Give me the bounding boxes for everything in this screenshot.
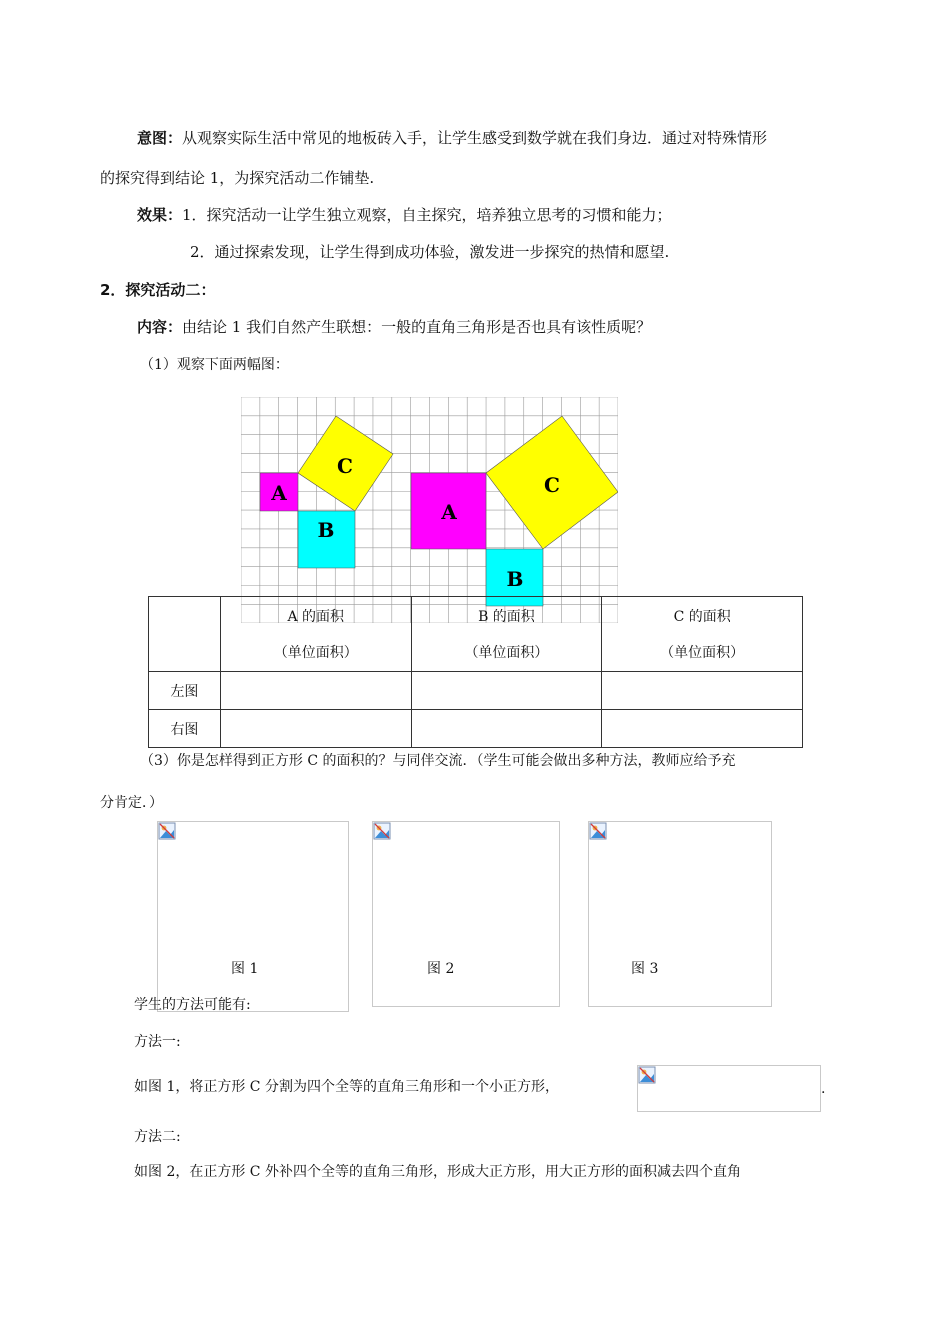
table-row <box>149 672 803 710</box>
label-a-right: A <box>441 500 457 524</box>
input-cell[interactable] <box>220 672 411 710</box>
broken-image-icon <box>589 822 607 840</box>
table-corner-cell <box>149 597 221 672</box>
method-1-formula-image <box>637 1065 821 1112</box>
step3-line-1: （3）你是怎样得到正方形 C 的面积的？与同伴交流．（学生可能会做出多种方法，教师应给予充 <box>140 753 736 769</box>
label-a-left: A <box>271 481 287 505</box>
effect-item-2: 2．通过探索发现，让学生得到成功体验，激发进一步探究的热情和愿望. <box>190 243 670 261</box>
effect-item-1: 1．探究活动一让学生独立观察，自主探究，培养独立思考的习惯和能力； <box>182 206 672 224</box>
input-cell[interactable] <box>602 672 803 710</box>
step3-line-2: 分肯定．） <box>100 795 163 811</box>
effect-label: 效果： <box>137 206 183 224</box>
header-b-title: B 的面积 <box>478 609 535 625</box>
header-a-cell <box>220 597 411 672</box>
input-cell[interactable] <box>411 710 602 748</box>
table-header-row <box>149 597 803 672</box>
label-c-left: C <box>337 454 353 478</box>
label-b-right: B <box>506 567 524 591</box>
method-1-title: 方法一: <box>134 1034 181 1050</box>
intent-paragraph <box>137 128 767 148</box>
content-label: 内容： <box>137 318 183 336</box>
content-paragraph <box>137 317 651 337</box>
step1-text: （1）观察下面两幅图： <box>140 357 289 373</box>
area-table <box>148 596 803 748</box>
header-a-unit: （单位面积） <box>273 645 358 661</box>
label-c-right: C <box>544 473 560 497</box>
content-text: 由结论 1 我们自然产生联想：一般的直角三角形是否也具有该性质呢？ <box>182 318 652 336</box>
figure-2-caption: 图 2 <box>427 961 455 977</box>
figure-3-caption: 图 3 <box>631 961 659 977</box>
method-2-text: 如图 2，在正方形 C 外补四个全等的直角三角形，形成大正方形，用大正方形的面积减去四个直角 <box>134 1164 741 1180</box>
header-b-cell <box>411 597 602 672</box>
input-cell[interactable] <box>411 672 602 710</box>
input-cell[interactable] <box>602 710 803 748</box>
header-c-title: C 的面积 <box>673 609 731 625</box>
method-1-text: 如图 1，将正方形 C 分割为四个全等的直角三角形和一个小正方形， <box>134 1079 559 1095</box>
figure-1-image <box>157 821 349 1012</box>
row-label-right: 右图 <box>149 710 221 748</box>
table-row <box>149 710 803 748</box>
pythagoras-grid-figure <box>241 397 618 623</box>
methods-intro: 学生的方法可能有: <box>134 997 251 1013</box>
figure-2-image <box>372 821 560 1007</box>
label-b-left: B <box>317 518 335 542</box>
row-label-left: 左图 <box>149 672 221 710</box>
input-cell[interactable] <box>220 710 411 748</box>
header-c-cell <box>602 597 803 672</box>
figure-1-caption: 图 1 <box>231 961 259 977</box>
figure-3-image <box>588 821 772 1007</box>
intent-text-2: 的探究得到结论 1，为探究活动二作铺垫. <box>100 169 375 187</box>
intent-text-1: 从观察实际生活中常见的地板砖入手，让学生感受到数学就在我们身边．通过对特殊情形 <box>182 129 768 147</box>
broken-image-icon <box>158 822 176 840</box>
broken-image-icon <box>638 1066 656 1084</box>
intent-label: 意图： <box>137 129 183 147</box>
header-c-unit: （单位面积） <box>660 645 745 661</box>
effect-paragraph <box>137 205 672 225</box>
section-heading: 2．探究活动二： <box>100 281 216 299</box>
header-a-title: A 的面积 <box>287 609 345 625</box>
broken-image-icon <box>373 822 391 840</box>
method-1-end: . <box>821 1081 826 1097</box>
method-2-title: 方法二: <box>134 1129 181 1145</box>
header-b-unit: （单位面积） <box>464 645 549 661</box>
